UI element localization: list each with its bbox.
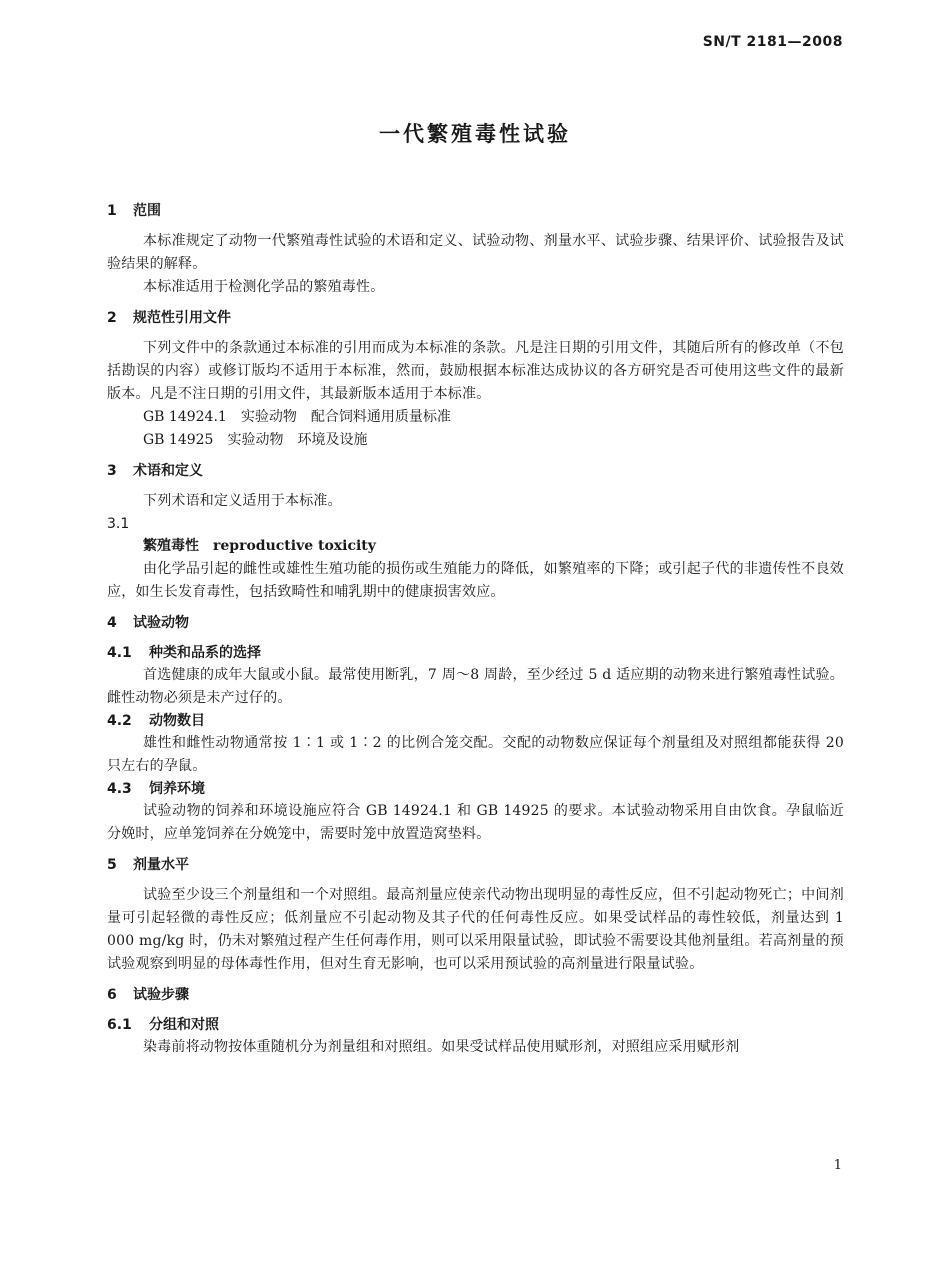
section-heading-5: 5 剂量水平: [107, 857, 189, 873]
paragraph: 本标准适用于检测化学品的繁殖毒性。: [143, 279, 385, 295]
paragraph: 染毒前将动物按体重随机分为剂量组和对照组。如果受试样品使用赋形剂，对照组应采用赋形剂: [143, 1039, 740, 1055]
term-name: 繁殖毒性 reproductive toxicity: [143, 538, 376, 554]
term-definition: 由化学品引起的雌性或雄性生殖功能的损伤或生殖能力的降低，如繁殖率的下降；或引起子代的非遗传性不良效应，如生长发育毒性，包括致畸性和哺乳期中的健康损害效应。: [107, 561, 844, 600]
subsection-heading-4-3: 4.3 饲养环境: [107, 781, 205, 797]
section-heading-4: 4 试验动物: [107, 615, 189, 631]
document-title: 一代繁殖毒性试验: [379, 122, 571, 146]
reference-item: GB 14925 实验动物 环境及设施: [143, 432, 368, 448]
paragraph: 雄性和雌性动物通常按 1∶1 或 1∶2 的比例合笼交配。交配的动物数应保证每个剂量组及对照组都能获得 20 只左右的孕鼠。: [107, 735, 844, 774]
page-number: 1: [833, 1158, 842, 1173]
section-heading-1: 1 范围: [107, 203, 161, 219]
paragraph: 本标准规定了动物一代繁殖毒性试验的术语和定义、试验动物、剂量水平、试验步骤、结果评价、试验报告及试验结果的解释。: [107, 233, 844, 272]
section-heading-6: 6 试验步骤: [107, 987, 189, 1003]
paragraph: 下列术语和定义适用于本标准。: [143, 493, 342, 509]
paragraph: 首选健康的成年大鼠或小鼠。最常使用断乳，7 周～8 周龄，至少经过 5 d 适应期的动物来进行繁殖毒性试验。雌性动物必须是未产过仔的。: [107, 667, 844, 706]
standard-number: SN/T 2181—2008: [702, 34, 843, 50]
paragraph: 试验动物的饲养和环境设施应符合 GB 14924.1 和 GB 14925 的要求。本试验动物采用自由饮食。孕鼠临近分娩时，应单笼饲养在分娩笼中，需要时笼中放置造窝垫料。: [107, 803, 844, 842]
paragraph: 试验至少设三个剂量组和一个对照组。最高剂量应使亲代动物出现明显的毒性反应，但不引起动物死亡；中间剂量可引起轻微的毒性反应；低剂量应不引起动物及其子代的任何毒性反应。如果受试样品的毒性较低，剂量达到 1 000 mg/kg 时，仍未对繁殖过程产生任何毒作用，则可以采用限量试验，即试验不需要设其他剂量组。若高剂量的预试验观察到明显的母体毒性作用，但对生育无影响，也可以采用预试验的高剂量进行限量试验。: [107, 887, 844, 972]
reference-item: GB 14924.1 实验动物 配合饲料通用质量标准: [143, 409, 451, 425]
term-number: 3.1: [107, 516, 130, 532]
subsection-heading-6-1: 6.1 分组和对照: [107, 1017, 219, 1033]
paragraph: 下列文件中的条款通过本标准的引用而成为本标准的条款。凡是注日期的引用文件，其随后所有的修改单（不包括勘误的内容）或修订版均不适用于本标准，然而，鼓励根据本标准达成协议的各方研究是否可使用这些文件的最新版本。凡是不注日期的引用文件，其最新版本适用于本标准。: [107, 340, 844, 402]
subsection-heading-4-1: 4.1 种类和品系的选择: [107, 645, 261, 661]
subsection-heading-4-2: 4.2 动物数目: [107, 713, 205, 729]
document-body: [107, 200, 844, 1059]
section-heading-2: 2 规范性引用文件: [107, 310, 231, 326]
section-heading-3: 3 术语和定义: [107, 463, 203, 479]
